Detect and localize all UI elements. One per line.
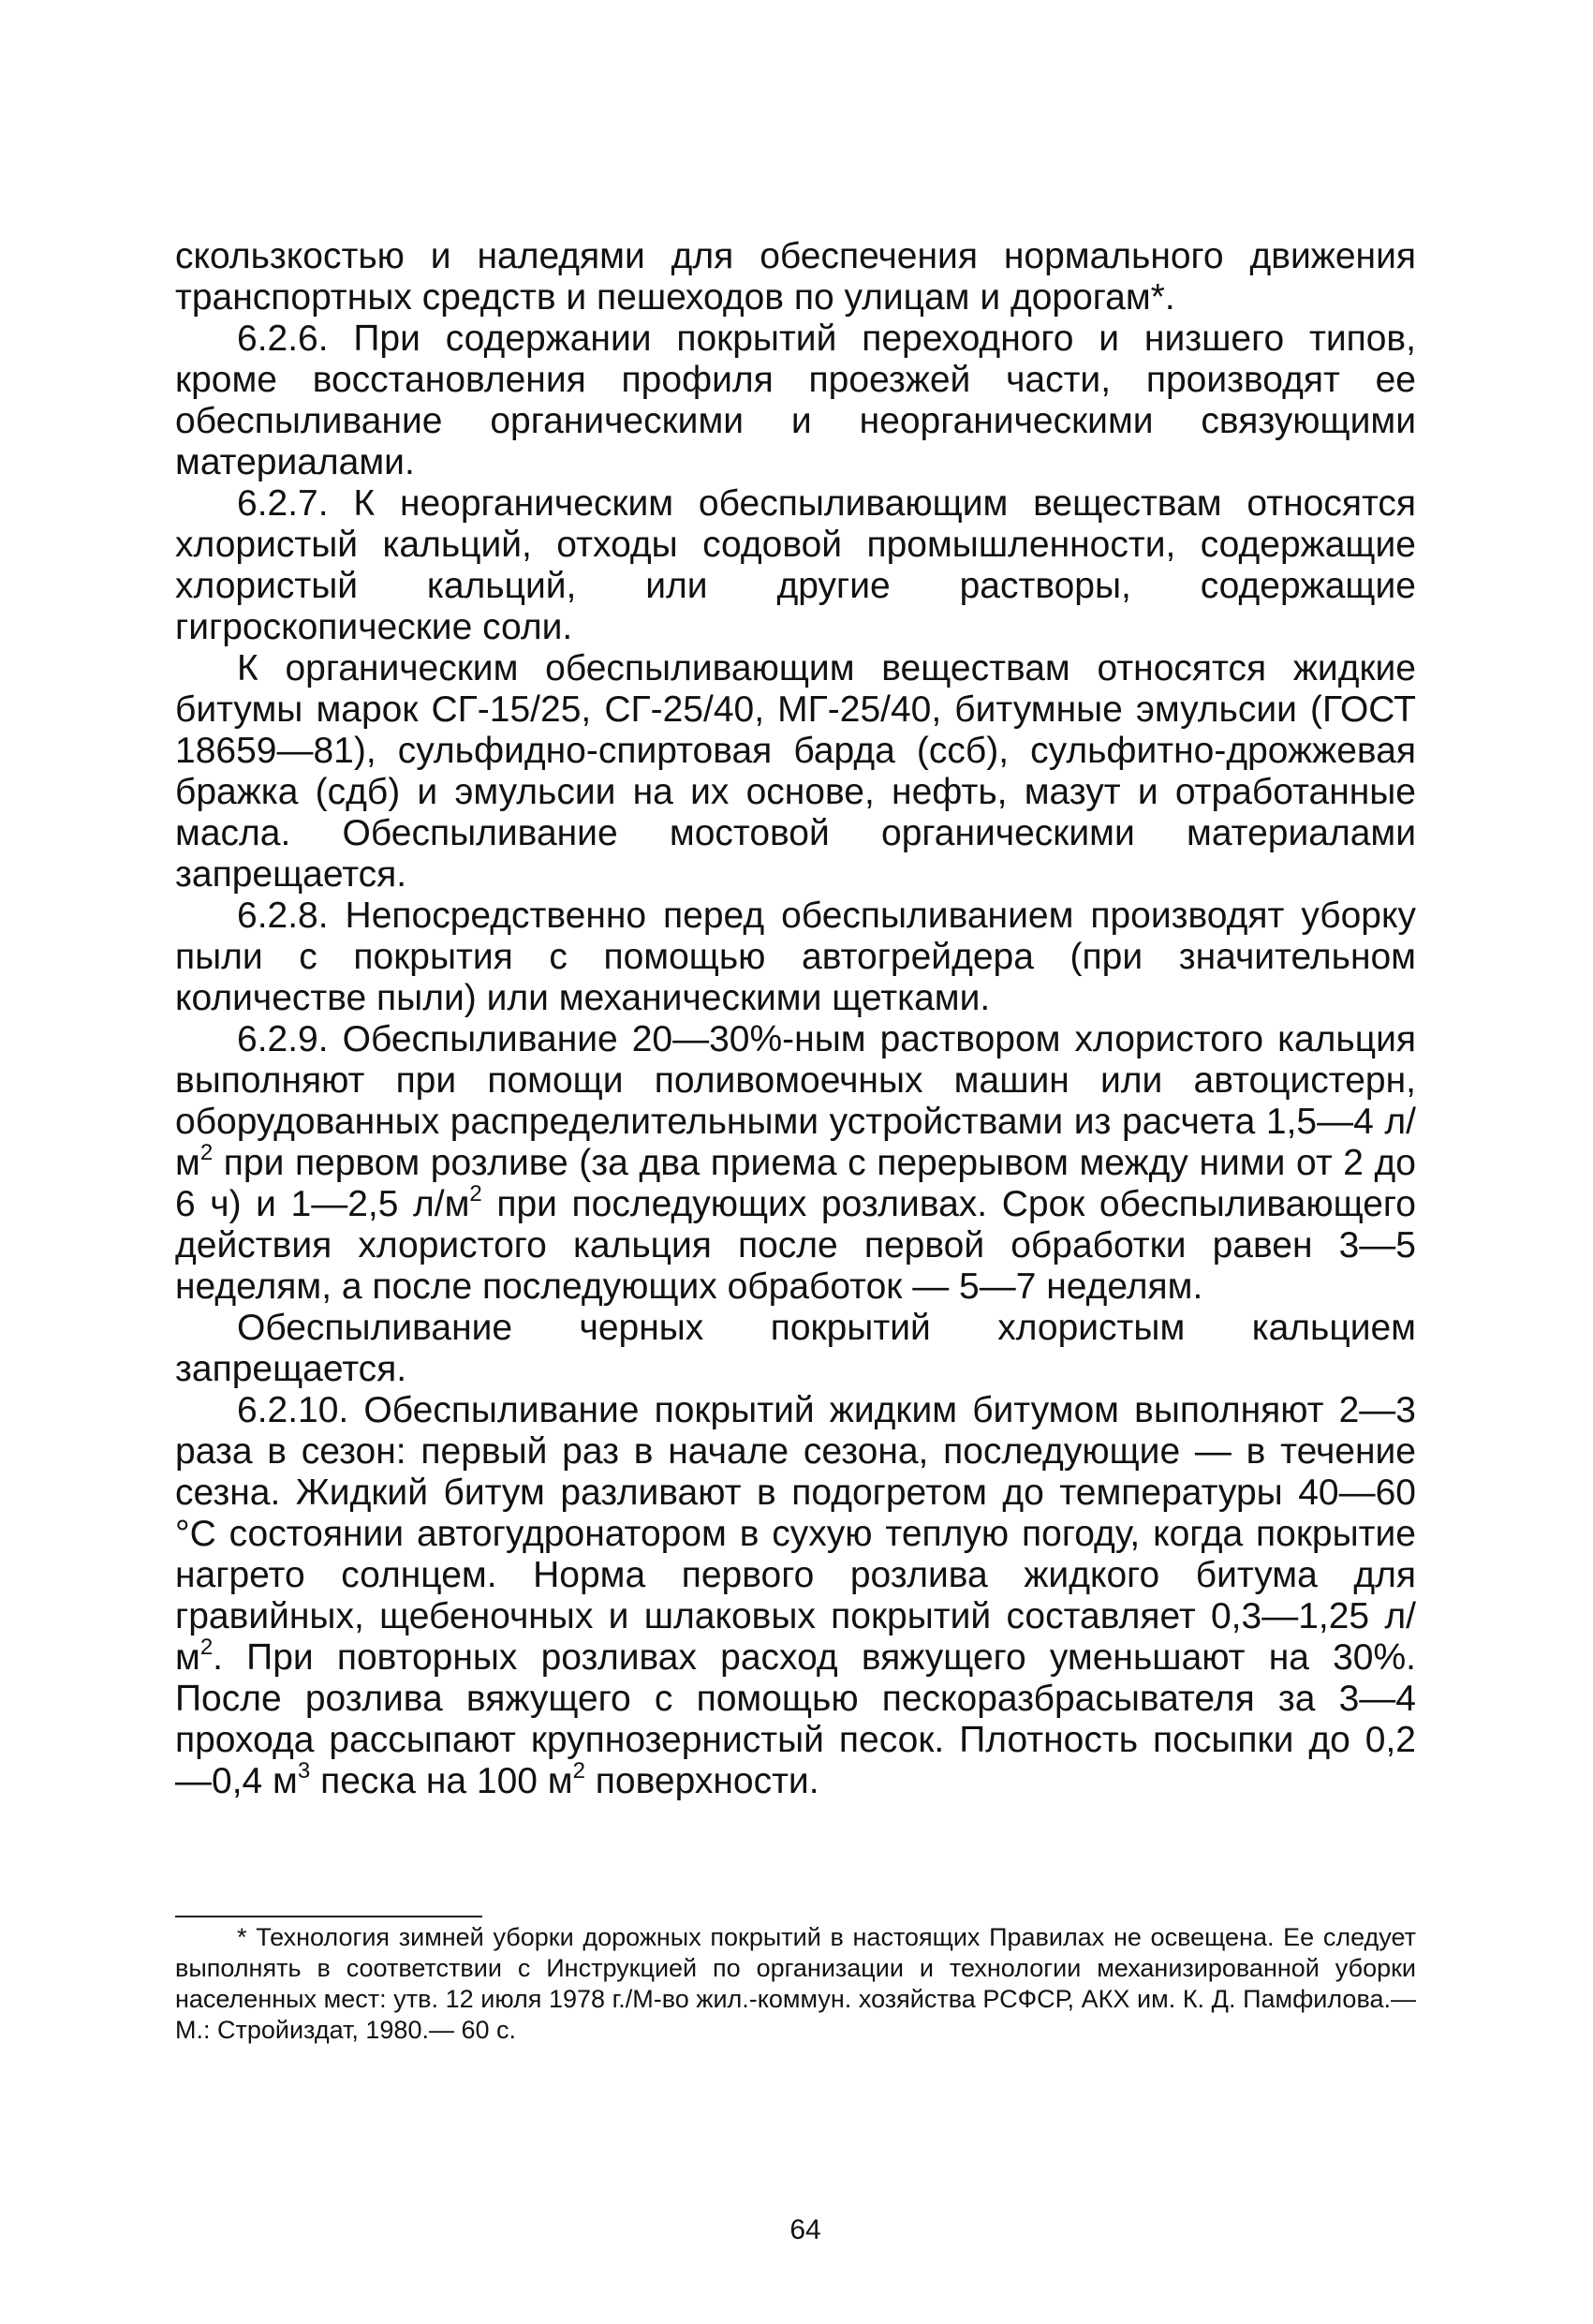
- text-run: . При повторных розливах расход вяжущего уменьшают на 30%. После розлива вяжущего с помощью пескоразбрасывателя за 3—4 прохода рассыпают крупнозернистый песок. Плотность посыпки до 0,2—0,4 м: [175, 1637, 1416, 1801]
- superscript: 2: [199, 1140, 214, 1165]
- text-run: при последующих розливах. Срок обеспыливающего действия хлористого кальция после первой обработки равен 3—5 неделям, а после последующих обработок — 5—7 неделям.: [175, 1184, 1416, 1307]
- paragraph-6-2-10: [175, 1390, 1416, 1802]
- body-text: [175, 236, 1416, 1802]
- text-run: при первом розливе (за два приема с перерывом между ними от 2 до 6 ч) и 1—2,5 л/м: [175, 1143, 1416, 1224]
- paragraph-6-2-6: 6.2.6. При содержании покрытий переходного и низшего типов, кроме восстановления профиля проезжей части, производят ее обеспыливание органическими и неорганическими связующими материалами.: [175, 318, 1416, 482]
- paragraph-organic-substances: К органическим обеспыливающим веществам относятся жидкие битумы марок СГ-15/25, СГ-25/40, МГ-25/40, битумные эмульсии (ГОСТ 18659—81), сульфидно-спиртовая барда (ссб), сульфитно-дрожжевая бражка (сдб) и эмульсии на их основе, нефть, мазут и отработанные масла. Обеспыливание мостовой органическими материалами запрещается.: [175, 648, 1416, 895]
- text-run: песка на 100 м: [310, 1761, 573, 1801]
- text-run: поверхности.: [584, 1761, 819, 1801]
- paragraph-black-coatings: Обеспыливание черных покрытий хлористым кальцием запрещается.: [175, 1308, 1416, 1389]
- paragraph-6-2-8: 6.2.8. Непосредственно перед обеспыливанием производят уборку пыли с покрытия с помощью автогрейдера (при значительном количестве пыли) или механическими щетками.: [175, 896, 1416, 1018]
- superscript: 2: [572, 1758, 585, 1784]
- text-run: 6.2.10. Обеспыливание покрытий жидким битумом выполняют 2—3 раза в сезон: первый раз в начале сезона, последующие — в течение сезна. Жидкий битум разливают в подогретом до температуры 40—60 °С состоянии автогудронатором в сухую теплую погоду, когда покрытие нагрето солнцем. Норма первого розлива жидкого битума для гравийных, щебеночных и шлаковых покрытий составляет 0,3—1,25 л/м: [175, 1390, 1416, 1678]
- paragraph-6-2-7: 6.2.7. К неорганическим обеспыливающим веществам относятся хлористый кальций, отходы содовой промышленности, содержащие хлористый кальций, или другие растворы, содержащие гигроскопические соли.: [175, 483, 1416, 647]
- text-run: 6.2.9. Обеспыливание 20—30%-ным раствором хлористого кальция выполняют при помощи поливомоечных машин или автоцистерн, оборудованных распределительными устройствами из расчета 1,5—4 л/м: [175, 1019, 1416, 1183]
- superscript: 3: [297, 1758, 311, 1784]
- paragraph-intro: скользкостью и наледями для обеспечения нормального движения транспортных средств и пешеходов по улицам и дорогам*.: [175, 236, 1416, 318]
- superscript: 2: [199, 1635, 214, 1660]
- superscript: 2: [469, 1181, 482, 1206]
- footnote-text: * Технология зимней уборки дорожных покрытий в настоящих Правилах не освещена. Ее следует выполнять в соответствии с Инструкцией по организации и технологии механизированной уборки населенных мест: утв. 12 июля 1978 г./М-во жил.-коммун. хозяйства РСФСР, АКХ им. К. Д. Памфилова.— М.: Стройиздат, 1980.— 60 с.: [175, 1923, 1416, 2044]
- page-number: 64: [789, 2214, 821, 2245]
- footnote: [175, 1922, 1416, 2046]
- footnote-divider: [175, 1916, 482, 1917]
- paragraph-6-2-9: [175, 1019, 1416, 1308]
